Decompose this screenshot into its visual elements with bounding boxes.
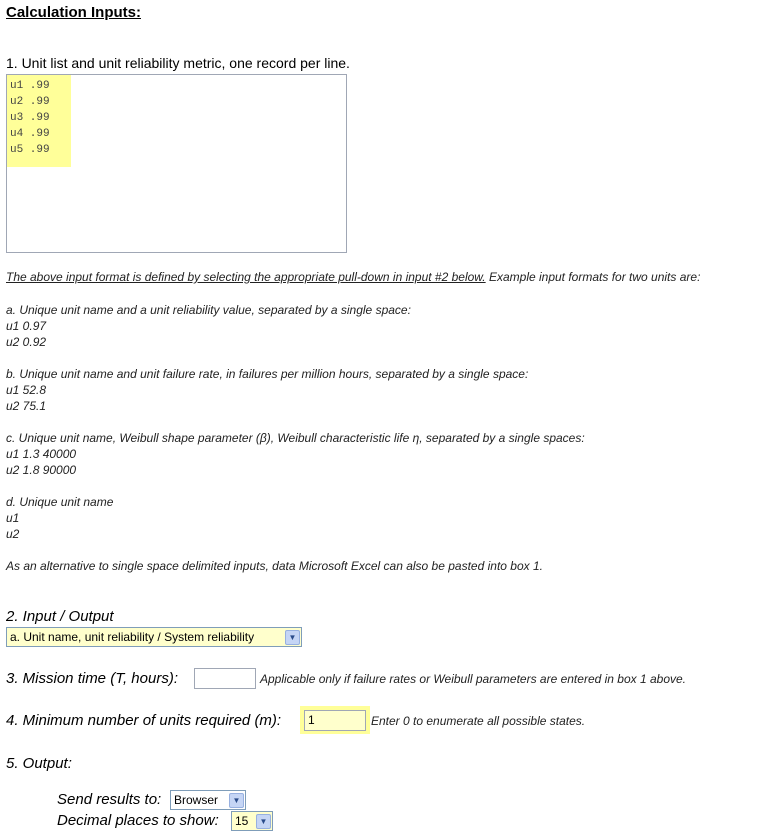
q4-label: 4. Minimum number of units required (m): — [6, 712, 282, 729]
unit-line: u3 .99 — [10, 112, 50, 124]
format-note-rest: Example input formats for two units are: — [485, 270, 701, 284]
chevron-down-icon[interactable]: ▼ — [285, 630, 300, 645]
format-note — [6, 270, 700, 284]
excel-note: As an alternative to single space delimited inputs, data Microsoft Excel can also be pasted into box 1. — [6, 559, 543, 573]
mission-time-input[interactable] — [194, 668, 256, 689]
decimal-places-label: Decimal places to show: — [57, 812, 219, 829]
example-c-desc: c. Unique unit name, Weibull shape parameter (β), Weibull characteristic life η, separated by a single spaces: — [6, 431, 585, 445]
example-a-line1: u1 0.97 — [6, 319, 47, 333]
example-b-line2: u2 75.1 — [6, 399, 47, 413]
example-b-desc: b. Unique unit name and unit failure rate, in failures per million hours, separated by a single space: — [6, 367, 529, 381]
q3-label: 3. Mission time (T, hours): — [6, 670, 178, 687]
example-b-line1: u1 52.8 — [6, 383, 47, 397]
example-c-line2: u2 1.8 90000 — [6, 463, 77, 477]
send-results-selected: Browser — [174, 793, 219, 807]
input-output-selected: a. Unit name, unit reliability / System reliability — [10, 630, 255, 644]
unit-line: u1 .99 — [10, 80, 50, 92]
min-units-note: Enter 0 to enumerate all possible states. — [371, 714, 586, 728]
q2-label: 2. Input / Output — [6, 608, 114, 625]
unit-line: u5 .99 — [10, 144, 50, 156]
input-output-select[interactable] — [6, 627, 302, 647]
min-units-input[interactable]: 1 — [304, 710, 366, 731]
page-title: Calculation Inputs: — [6, 4, 141, 21]
example-d-desc: d. Unique unit name — [6, 495, 114, 509]
q1-label: 1. Unit list and unit reliability metric, one record per line. — [6, 55, 350, 71]
unit-line: u4 .99 — [10, 128, 50, 140]
q5-label: 5. Output: — [6, 755, 72, 772]
send-results-select[interactable] — [170, 790, 246, 810]
unit-line: u2 .99 — [10, 96, 50, 108]
example-d-line1: u1 — [6, 511, 20, 525]
example-d-line2: u2 — [6, 527, 20, 541]
example-a-desc: a. Unique unit name and a unit reliability value, separated by a single space: — [6, 303, 411, 317]
chevron-down-icon[interactable]: ▼ — [256, 814, 271, 829]
unit-list-textarea[interactable] — [6, 74, 347, 253]
example-c-line1: u1 1.3 40000 — [6, 447, 77, 461]
mission-time-note: Applicable only if failure rates or Weibull parameters are entered in box 1 above. — [260, 672, 687, 686]
format-note-underlined: The above input format is defined by selecting the appropriate pull-down in input #2 below. — [6, 270, 486, 284]
decimal-places-select[interactable] — [231, 811, 273, 831]
example-a-line2: u2 0.92 — [6, 335, 47, 349]
decimal-places-selected: 15 — [235, 814, 249, 828]
send-results-label: Send results to: — [57, 791, 162, 808]
chevron-down-icon[interactable]: ▼ — [229, 793, 244, 808]
